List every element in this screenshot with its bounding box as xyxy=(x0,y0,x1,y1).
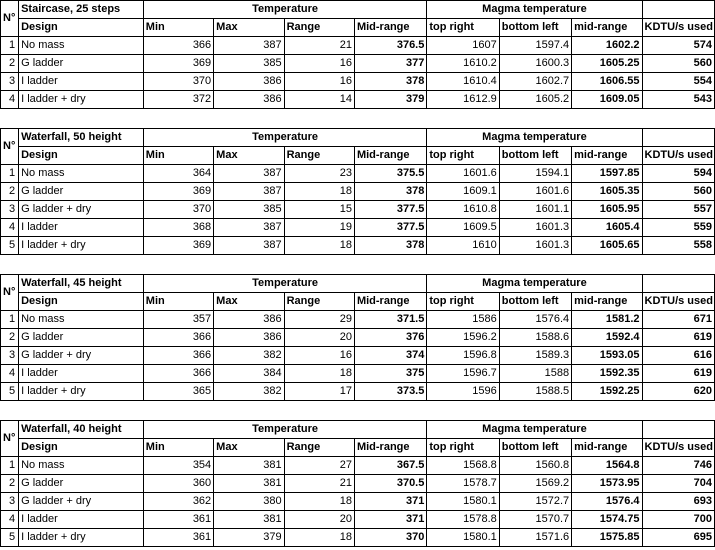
cell-magma-mid-range: 1592.35 xyxy=(572,365,642,383)
cell-kdtu: 704 xyxy=(642,475,714,493)
cell-bottom-left: 1576.4 xyxy=(499,311,571,329)
cell-min: 369 xyxy=(143,55,213,73)
table-title: Waterfall, 45 height xyxy=(19,275,144,293)
header-empty-cell xyxy=(642,1,714,19)
cell-design: G ladder + dry xyxy=(19,493,144,511)
cell-kdtu: 619 xyxy=(642,365,714,383)
column-header-mid-range: Mid-range xyxy=(354,147,426,165)
cell-max: 386 xyxy=(214,329,284,347)
cell-top-right: 1596 xyxy=(427,383,499,401)
cell-bottom-left: 1605.2 xyxy=(499,91,571,109)
table-row xyxy=(1,347,715,365)
cell-min: 354 xyxy=(143,457,213,475)
cell-range: 18 xyxy=(284,365,354,383)
cell-max: 387 xyxy=(214,165,284,183)
cell-bottom-left: 1601.1 xyxy=(499,201,571,219)
cell-mid-range: 371.5 xyxy=(354,311,426,329)
column-header-magma-mid-range: mid-range xyxy=(572,293,642,311)
header-empty-cell xyxy=(642,275,714,293)
cell-top-right: 1578.8 xyxy=(427,511,499,529)
cell-magma-mid-range: 1609.05 xyxy=(572,91,642,109)
cell-kdtu: 558 xyxy=(642,237,714,255)
cell-max: 387 xyxy=(214,37,284,55)
cell-top-right: 1612.9 xyxy=(427,91,499,109)
cell-design: I ladder xyxy=(19,73,144,91)
table-row xyxy=(1,165,715,183)
cell-max: 386 xyxy=(214,73,284,91)
cell-min: 360 xyxy=(143,475,213,493)
column-header-top-right: top right xyxy=(427,147,499,165)
cell-max: 381 xyxy=(214,511,284,529)
table-row xyxy=(1,511,715,529)
cell-bottom-left: 1569.2 xyxy=(499,475,571,493)
cell-range: 29 xyxy=(284,311,354,329)
column-header-magma-mid-range: mid-range xyxy=(572,147,642,165)
column-header-range: Range xyxy=(284,439,354,457)
cell-bottom-left: 1570.7 xyxy=(499,511,571,529)
cell-design: I ladder xyxy=(19,365,144,383)
cell-min: 362 xyxy=(143,493,213,511)
column-header-min: Min xyxy=(143,147,213,165)
cell-range: 18 xyxy=(284,237,354,255)
cell-min: 370 xyxy=(143,201,213,219)
cell-max: 385 xyxy=(214,55,284,73)
cell-range: 21 xyxy=(284,37,354,55)
cell-magma-mid-range: 1574.75 xyxy=(572,511,642,529)
cell-range: 21 xyxy=(284,475,354,493)
cell-design: No mass xyxy=(19,165,144,183)
header-empty-cell xyxy=(642,129,714,147)
column-header-design: Design xyxy=(19,439,144,457)
table-row xyxy=(1,529,715,547)
column-header-bottom-left: bottom left xyxy=(499,439,571,457)
row-number: 5 xyxy=(1,237,19,255)
cell-mid-range: 373.5 xyxy=(354,383,426,401)
column-header-top-right: top right xyxy=(427,293,499,311)
cell-kdtu: 693 xyxy=(642,493,714,511)
cell-mid-range: 371 xyxy=(354,511,426,529)
results-table xyxy=(0,420,715,547)
cell-bottom-left: 1597.4 xyxy=(499,37,571,55)
table-row xyxy=(1,73,715,91)
cell-top-right: 1596.7 xyxy=(427,365,499,383)
cell-bottom-left: 1588.5 xyxy=(499,383,571,401)
cell-min: 361 xyxy=(143,529,213,547)
column-header-magma-mid-range: mid-range xyxy=(572,439,642,457)
cell-range: 27 xyxy=(284,457,354,475)
row-number: 1 xyxy=(1,457,19,475)
cell-design: I ladder xyxy=(19,219,144,237)
cell-max: 382 xyxy=(214,347,284,365)
cell-bottom-left: 1594.1 xyxy=(499,165,571,183)
column-header-range: Range xyxy=(284,19,354,37)
cell-min: 366 xyxy=(143,347,213,365)
table-row xyxy=(1,201,715,219)
cell-max: 387 xyxy=(214,219,284,237)
table-row xyxy=(1,237,715,255)
cell-kdtu: 560 xyxy=(642,55,714,73)
cell-magma-mid-range: 1605.65 xyxy=(572,237,642,255)
cell-magma-mid-range: 1605.35 xyxy=(572,183,642,201)
row-number: 5 xyxy=(1,383,19,401)
cell-magma-mid-range: 1606.55 xyxy=(572,73,642,91)
cell-mid-range: 378 xyxy=(354,237,426,255)
row-number: 2 xyxy=(1,329,19,347)
table-row xyxy=(1,493,715,511)
cell-range: 16 xyxy=(284,55,354,73)
table-row xyxy=(1,329,715,347)
cell-top-right: 1580.1 xyxy=(427,529,499,547)
cell-mid-range: 377 xyxy=(354,55,426,73)
cell-design: I ladder + dry xyxy=(19,529,144,547)
table-row xyxy=(1,37,715,55)
cell-design: No mass xyxy=(19,457,144,475)
cell-design: I ladder + dry xyxy=(19,237,144,255)
cell-magma-mid-range: 1602.2 xyxy=(572,37,642,55)
cell-bottom-left: 1600.3 xyxy=(499,55,571,73)
cell-bottom-left: 1571.6 xyxy=(499,529,571,547)
column-header-min: Min xyxy=(143,19,213,37)
cell-mid-range: 370.5 xyxy=(354,475,426,493)
cell-kdtu: 594 xyxy=(642,165,714,183)
cell-min: 366 xyxy=(143,365,213,383)
row-number: 3 xyxy=(1,73,19,91)
cell-max: 384 xyxy=(214,365,284,383)
cell-max: 381 xyxy=(214,457,284,475)
cell-max: 385 xyxy=(214,201,284,219)
cell-magma-mid-range: 1605.4 xyxy=(572,219,642,237)
cell-magma-mid-range: 1605.25 xyxy=(572,55,642,73)
group-header-magma: Magma temperature xyxy=(427,129,642,147)
row-number: 1 xyxy=(1,37,19,55)
cell-min: 365 xyxy=(143,383,213,401)
cell-max: 379 xyxy=(214,529,284,547)
cell-design: G ladder xyxy=(19,183,144,201)
cell-bottom-left: 1572.7 xyxy=(499,493,571,511)
cell-design: No mass xyxy=(19,37,144,55)
cell-min: 370 xyxy=(143,73,213,91)
column-header-min: Min xyxy=(143,293,213,311)
cell-min: 364 xyxy=(143,165,213,183)
cell-kdtu: 543 xyxy=(642,91,714,109)
group-header-magma: Magma temperature xyxy=(427,275,642,293)
cell-top-right: 1578.7 xyxy=(427,475,499,493)
cell-bottom-left: 1602.7 xyxy=(499,73,571,91)
results-table xyxy=(0,128,715,255)
cell-magma-mid-range: 1597.85 xyxy=(572,165,642,183)
cell-bottom-left: 1601.3 xyxy=(499,237,571,255)
cell-top-right: 1610.4 xyxy=(427,73,499,91)
cell-max: 387 xyxy=(214,237,284,255)
table-row xyxy=(1,365,715,383)
column-header-bottom-left: bottom left xyxy=(499,147,571,165)
cell-mid-range: 376.5 xyxy=(354,37,426,55)
cell-bottom-left: 1588.6 xyxy=(499,329,571,347)
table-row xyxy=(1,219,715,237)
cell-max: 382 xyxy=(214,383,284,401)
cell-top-right: 1607 xyxy=(427,37,499,55)
column-header-kdtu: KDTU/s used xyxy=(642,293,714,311)
cell-min: 369 xyxy=(143,183,213,201)
cell-range: 18 xyxy=(284,529,354,547)
column-header-no: N° xyxy=(1,1,19,37)
cell-max: 381 xyxy=(214,475,284,493)
cell-design: G ladder + dry xyxy=(19,347,144,365)
cell-magma-mid-range: 1605.95 xyxy=(572,201,642,219)
cell-kdtu: 746 xyxy=(642,457,714,475)
cell-kdtu: 560 xyxy=(642,183,714,201)
cell-range: 20 xyxy=(284,511,354,529)
table-row xyxy=(1,383,715,401)
cell-top-right: 1610 xyxy=(427,237,499,255)
cell-top-right: 1580.1 xyxy=(427,493,499,511)
row-number: 4 xyxy=(1,91,19,109)
cell-kdtu: 554 xyxy=(642,73,714,91)
cell-range: 18 xyxy=(284,183,354,201)
cell-bottom-left: 1588 xyxy=(499,365,571,383)
cell-min: 372 xyxy=(143,91,213,109)
column-header-range: Range xyxy=(284,147,354,165)
column-header-max: Max xyxy=(214,19,284,37)
cell-design: I ladder + dry xyxy=(19,383,144,401)
row-number: 2 xyxy=(1,183,19,201)
cell-mid-range: 375 xyxy=(354,365,426,383)
group-header-magma: Magma temperature xyxy=(427,1,642,19)
cell-kdtu: 574 xyxy=(642,37,714,55)
row-number: 3 xyxy=(1,493,19,511)
column-header-design: Design xyxy=(19,293,144,311)
table-title: Staircase, 25 steps xyxy=(19,1,144,19)
row-number: 1 xyxy=(1,311,19,329)
cell-mid-range: 371 xyxy=(354,493,426,511)
row-number: 4 xyxy=(1,511,19,529)
table-row xyxy=(1,55,715,73)
column-header-kdtu: KDTU/s used xyxy=(642,19,714,37)
column-header-no: N° xyxy=(1,129,19,165)
cell-range: 23 xyxy=(284,165,354,183)
column-header-kdtu: KDTU/s used xyxy=(642,147,714,165)
row-number: 4 xyxy=(1,365,19,383)
column-header-mid-range: Mid-range xyxy=(354,19,426,37)
column-header-design: Design xyxy=(19,147,144,165)
row-number: 3 xyxy=(1,201,19,219)
table-row xyxy=(1,91,715,109)
cell-magma-mid-range: 1575.85 xyxy=(572,529,642,547)
cell-kdtu: 671 xyxy=(642,311,714,329)
cell-mid-range: 378 xyxy=(354,183,426,201)
cell-design: No mass xyxy=(19,311,144,329)
row-number: 2 xyxy=(1,475,19,493)
cell-kdtu: 620 xyxy=(642,383,714,401)
group-header-temperature: Temperature xyxy=(143,275,427,293)
cell-mid-range: 370 xyxy=(354,529,426,547)
column-header-mid-range: Mid-range xyxy=(354,439,426,457)
column-header-no: N° xyxy=(1,421,19,457)
column-header-top-right: top right xyxy=(427,19,499,37)
column-header-max: Max xyxy=(214,293,284,311)
column-header-no: N° xyxy=(1,275,19,311)
cell-design: I ladder xyxy=(19,511,144,529)
cell-mid-range: 374 xyxy=(354,347,426,365)
cell-kdtu: 695 xyxy=(642,529,714,547)
cell-magma-mid-range: 1592.25 xyxy=(572,383,642,401)
cell-magma-mid-range: 1593.05 xyxy=(572,347,642,365)
cell-magma-mid-range: 1581.2 xyxy=(572,311,642,329)
cell-mid-range: 377.5 xyxy=(354,201,426,219)
cell-bottom-left: 1560.8 xyxy=(499,457,571,475)
cell-min: 361 xyxy=(143,511,213,529)
cell-min: 366 xyxy=(143,329,213,347)
column-header-range: Range xyxy=(284,293,354,311)
cell-range: 16 xyxy=(284,347,354,365)
cell-top-right: 1568.8 xyxy=(427,457,499,475)
column-header-magma-mid-range: mid-range xyxy=(572,19,642,37)
cell-magma-mid-range: 1573.95 xyxy=(572,475,642,493)
cell-design: G ladder xyxy=(19,329,144,347)
cell-max: 380 xyxy=(214,493,284,511)
cell-bottom-left: 1601.6 xyxy=(499,183,571,201)
column-header-design: Design xyxy=(19,19,144,37)
cell-magma-mid-range: 1576.4 xyxy=(572,493,642,511)
cell-top-right: 1610.2 xyxy=(427,55,499,73)
cell-mid-range: 378 xyxy=(354,73,426,91)
cell-top-right: 1596.8 xyxy=(427,347,499,365)
cell-range: 16 xyxy=(284,73,354,91)
cell-min: 357 xyxy=(143,311,213,329)
results-table xyxy=(0,0,715,109)
cell-mid-range: 375.5 xyxy=(354,165,426,183)
column-header-max: Max xyxy=(214,147,284,165)
row-number: 1 xyxy=(1,165,19,183)
column-header-max: Max xyxy=(214,439,284,457)
cell-mid-range: 377.5 xyxy=(354,219,426,237)
row-number: 5 xyxy=(1,529,19,547)
cell-kdtu: 559 xyxy=(642,219,714,237)
cell-range: 20 xyxy=(284,329,354,347)
column-header-bottom-left: bottom left xyxy=(499,293,571,311)
cell-kdtu: 700 xyxy=(642,511,714,529)
cell-bottom-left: 1601.3 xyxy=(499,219,571,237)
cell-top-right: 1609.1 xyxy=(427,183,499,201)
cell-range: 17 xyxy=(284,383,354,401)
table-title: Waterfall, 40 height xyxy=(19,421,144,439)
cell-range: 18 xyxy=(284,493,354,511)
cell-max: 386 xyxy=(214,91,284,109)
cell-mid-range: 367.5 xyxy=(354,457,426,475)
column-header-min: Min xyxy=(143,439,213,457)
cell-range: 15 xyxy=(284,201,354,219)
cell-top-right: 1596.2 xyxy=(427,329,499,347)
cell-mid-range: 379 xyxy=(354,91,426,109)
cell-top-right: 1609.5 xyxy=(427,219,499,237)
group-header-temperature: Temperature xyxy=(143,421,427,439)
cell-min: 368 xyxy=(143,219,213,237)
column-header-top-right: top right xyxy=(427,439,499,457)
cell-max: 387 xyxy=(214,183,284,201)
cell-design: G ladder xyxy=(19,55,144,73)
cell-design: G ladder + dry xyxy=(19,201,144,219)
cell-top-right: 1610.8 xyxy=(427,201,499,219)
cell-top-right: 1586 xyxy=(427,311,499,329)
group-header-temperature: Temperature xyxy=(143,129,427,147)
row-number: 2 xyxy=(1,55,19,73)
table-title: Waterfall, 50 height xyxy=(19,129,144,147)
cell-kdtu: 557 xyxy=(642,201,714,219)
cell-bottom-left: 1589.3 xyxy=(499,347,571,365)
group-header-temperature: Temperature xyxy=(143,1,427,19)
cell-min: 366 xyxy=(143,37,213,55)
cell-design: G ladder xyxy=(19,475,144,493)
cell-design: I ladder + dry xyxy=(19,91,144,109)
cell-kdtu: 616 xyxy=(642,347,714,365)
cell-top-right: 1601.6 xyxy=(427,165,499,183)
table-row xyxy=(1,457,715,475)
cell-kdtu: 619 xyxy=(642,329,714,347)
column-header-bottom-left: bottom left xyxy=(499,19,571,37)
cell-magma-mid-range: 1592.4 xyxy=(572,329,642,347)
header-empty-cell xyxy=(642,421,714,439)
group-header-magma: Magma temperature xyxy=(427,421,642,439)
row-number: 4 xyxy=(1,219,19,237)
column-header-mid-range: Mid-range xyxy=(354,293,426,311)
cell-min: 369 xyxy=(143,237,213,255)
cell-range: 14 xyxy=(284,91,354,109)
cell-max: 386 xyxy=(214,311,284,329)
table-row xyxy=(1,475,715,493)
cell-magma-mid-range: 1564.8 xyxy=(572,457,642,475)
table-row xyxy=(1,183,715,201)
column-header-kdtu: KDTU/s used xyxy=(642,439,714,457)
cell-range: 19 xyxy=(284,219,354,237)
row-number: 3 xyxy=(1,347,19,365)
table-row xyxy=(1,311,715,329)
results-table xyxy=(0,274,715,401)
cell-mid-range: 376 xyxy=(354,329,426,347)
